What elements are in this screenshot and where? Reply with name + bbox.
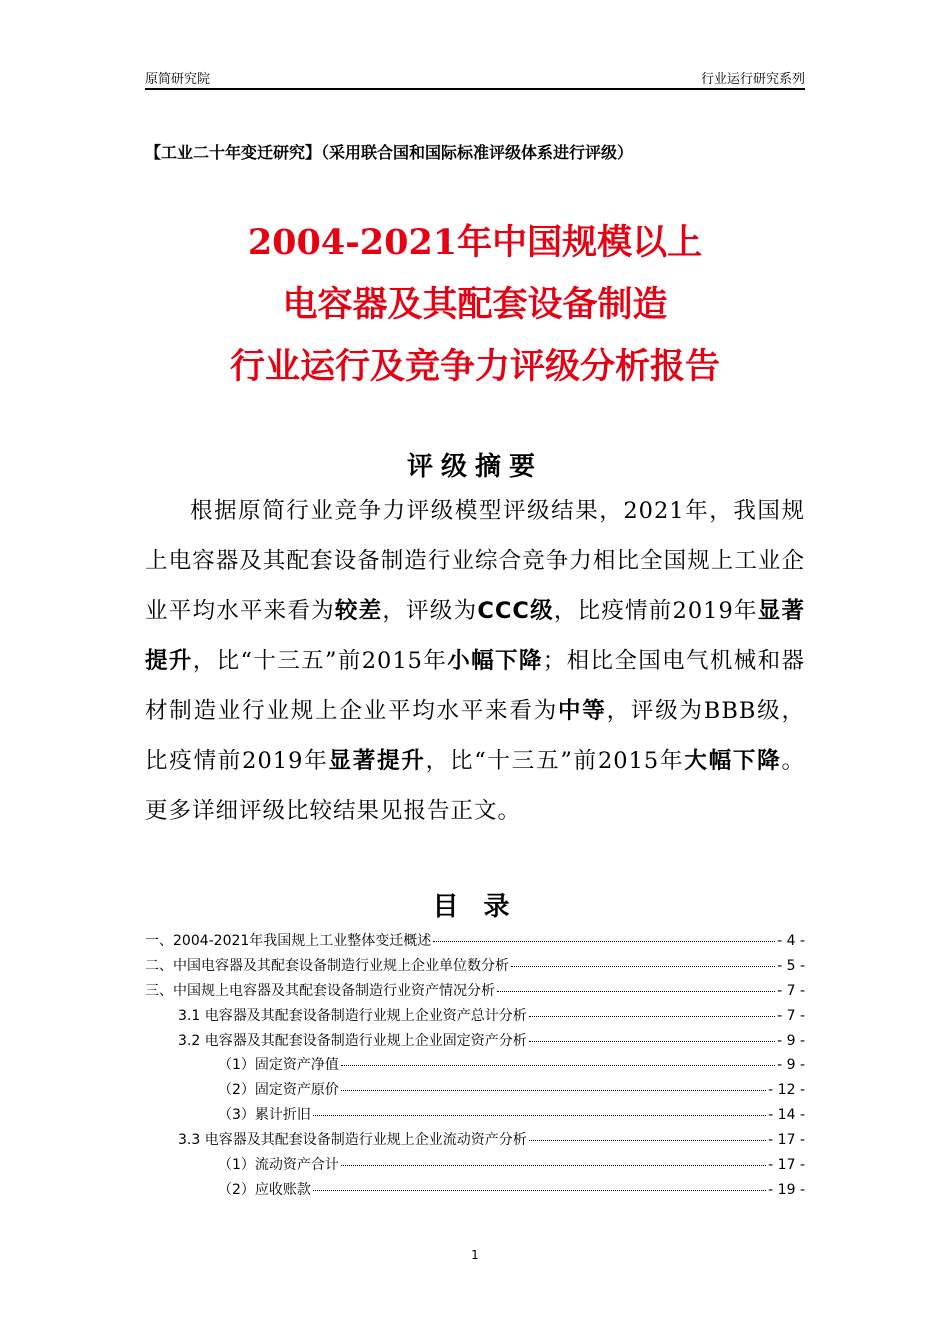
toc-entry-page: - 12 - (768, 1082, 805, 1099)
toc-entry[interactable] (145, 930, 805, 955)
series-line: 【工业二十年变迁研究】（采用联合国和国际标准评级体系进行评级） (145, 143, 634, 162)
toc-heading: 目 录 (432, 892, 518, 922)
toc-entry[interactable] (145, 1129, 805, 1154)
report-title (0, 212, 950, 398)
toc-entry-label: 二、中国电容器及其配套设备制造行业规上企业单位数分析 (145, 957, 509, 974)
toc-entry-label: （1）流动资产合计 (218, 1157, 339, 1174)
abstract-text: ，比“十三五”前2015年 (425, 748, 685, 774)
abstract-emphasis: CCC级 (477, 598, 554, 624)
abstract-emphasis: 较差 (334, 598, 383, 624)
toc-leader-dots (497, 991, 775, 992)
abstract-text: ，评级为 (382, 598, 478, 624)
toc-leader-dots (529, 1016, 775, 1017)
abstract-emphasis: 小幅下降 (447, 648, 543, 674)
toc-entry[interactable] (145, 980, 805, 1005)
title-line: 2004-2021年中国规模以上 (247, 222, 703, 263)
abstract-paragraph (145, 486, 805, 836)
table-of-contents (145, 930, 805, 1204)
toc-entry-label: （3）累计折旧 (218, 1107, 311, 1124)
toc-entry[interactable] (145, 1104, 805, 1129)
title-line: 电容器及其配套设备制造 (282, 284, 668, 325)
page-header (145, 68, 805, 90)
toc-entry-page: - 7 - (777, 1007, 805, 1024)
toc-entry-page: - 17 - (768, 1132, 805, 1149)
toc-entry-page: - 14 - (768, 1107, 805, 1124)
toc-entry-label: 3.1 电容器及其配套设备制造行业规上企业资产总计分析 (178, 1007, 527, 1024)
abstract-heading: 评级摘要 (406, 452, 543, 482)
toc-entry-page: - 9 - (777, 1032, 805, 1049)
abstract-text: ；相比全国电气机械和器材制造业行业规上企业平均水平来看为 (145, 648, 805, 724)
abstract-emphasis: 大幅下降 (684, 748, 782, 774)
abstract-text: ，评级为BBB级，比疫情前2019年 (145, 698, 805, 774)
toc-entry-page: - 9 - (777, 1057, 805, 1074)
toc-entry[interactable] (145, 1054, 805, 1079)
toc-leader-dots (433, 941, 775, 942)
toc-entry[interactable] (145, 1030, 805, 1055)
header-org: 原简研究院 (145, 72, 211, 87)
toc-entry[interactable] (145, 1154, 805, 1179)
toc-entry[interactable] (145, 1079, 805, 1104)
toc-entry-label: （1）固定资产净值 (218, 1057, 339, 1074)
header-series: 行业运行研究系列 (700, 72, 805, 87)
toc-leader-dots (313, 1115, 766, 1116)
toc-entry-label: （2）固定资产原价 (218, 1082, 339, 1099)
toc-leader-dots (341, 1165, 766, 1166)
toc-entry-page: - 19 - (768, 1181, 805, 1198)
toc-entry[interactable] (145, 955, 805, 980)
abstract-text: ，比疫情前2019年 (553, 598, 758, 624)
toc-leader-dots (341, 1090, 766, 1091)
toc-leader-dots (511, 966, 775, 967)
toc-entry[interactable] (145, 1005, 805, 1030)
abstract-emphasis: 中等 (558, 698, 607, 724)
toc-leader-dots (529, 1140, 766, 1141)
toc-entry-label: 3.3 电容器及其配套设备制造行业规上企业流动资产分析 (178, 1132, 527, 1149)
abstract-text: ，比“十三五”前2015年 (192, 648, 448, 674)
title-line: 行业运行及竞争力评级分析报告 (229, 346, 720, 387)
toc-entry-page: - 17 - (768, 1157, 805, 1174)
abstract-emphasis: 显著提升 (328, 748, 426, 774)
toc-entry-label: 三、中国规上电容器及其配套设备制造行业资产情况分析 (145, 982, 495, 999)
toc-leader-dots (313, 1190, 766, 1191)
toc-entry-page: - 4 - (777, 933, 805, 949)
toc-entry-page: - 5 - (777, 957, 805, 974)
toc-entry-label: （2）应收账款 (218, 1181, 311, 1198)
page-number: 1 (471, 1248, 479, 1262)
toc-leader-dots (529, 1041, 775, 1042)
toc-entry-page: - 7 - (777, 982, 805, 999)
abstract-text: 。更多详细评级比较结果见报告正文。 (145, 748, 805, 824)
toc-entry-label: 一、2004-2021年我国规上工业整体变迁概述 (145, 933, 432, 949)
abstract-emphasis: 显著提升 (145, 598, 805, 674)
abstract-text: 根据原简行业竞争力评级模型评级结果，2021年，我国规上电容器及其配套设备制造行业综合竞争力相比全国规上工业企业平均水平来看为 (145, 498, 805, 624)
toc-leader-dots (341, 1065, 775, 1066)
toc-entry[interactable] (145, 1179, 805, 1204)
toc-entry-label: 3.2 电容器及其配套设备制造行业规上企业固定资产分析 (178, 1032, 527, 1049)
